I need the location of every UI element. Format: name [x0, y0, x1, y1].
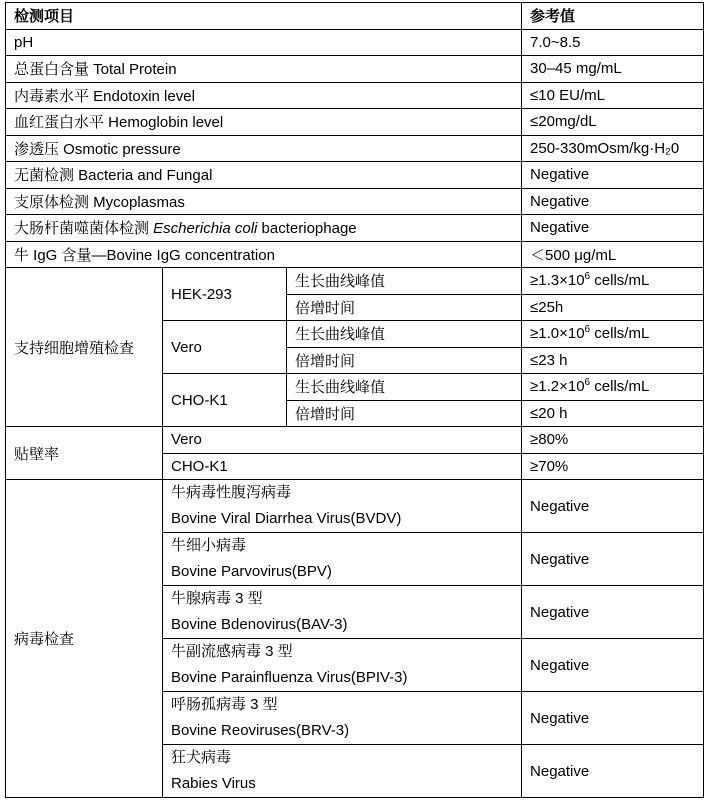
- table-row: [6, 215, 704, 242]
- adherence-cell-line: Vero: [163, 427, 522, 454]
- virus-name-cn: 牛细小病毒: [171, 537, 247, 554]
- adherence-cell-line: CHO-K1: [163, 453, 522, 480]
- doubling-value: ≤25h: [522, 294, 704, 321]
- ecoli-suffix: bacteriophage: [257, 220, 357, 238]
- peak-label: 生长曲线峰值: [287, 321, 522, 348]
- table-header-row: [6, 3, 704, 30]
- doubling-value: ≤23 h: [522, 347, 704, 374]
- row-value: Negative: [522, 162, 704, 189]
- test-specification-table: [5, 2, 704, 798]
- peak-value: $\ge 1.0\times 10^6$ cells/mL: [522, 321, 704, 348]
- table-row: [6, 56, 704, 83]
- row-item: 无菌检测 Bacteria and Fungal: [6, 162, 522, 189]
- virus-name: [163, 480, 522, 533]
- row-value: 250-330mOsm/kg·H₂0: [522, 135, 704, 162]
- virus-name-cn: 牛病毒性腹泻病毒: [171, 484, 292, 501]
- growth-group-label: 支持细胞增殖检查: [6, 268, 163, 427]
- ecoli-italic-name: Escherichia coli: [153, 220, 258, 238]
- doubling-label: 倍增时间: [287, 400, 522, 427]
- adherence-value: ≥80%: [522, 427, 704, 454]
- virus-group-label: 病毒检查: [6, 480, 163, 798]
- virus-value: Negative: [522, 639, 704, 692]
- cell-line-name: HEK-293: [163, 268, 287, 321]
- virus-value: Negative: [522, 533, 704, 586]
- doubling-label: 倍增时间: [287, 347, 522, 374]
- table-row: [6, 162, 704, 189]
- virus-name: [163, 639, 522, 692]
- adherence-group-label: 贴壁率: [6, 427, 163, 480]
- table-row: [6, 135, 704, 162]
- table-row: [6, 241, 704, 268]
- virus-value: Negative: [522, 692, 704, 745]
- cell-line-name: CHO-K1: [163, 374, 287, 427]
- table-row: [6, 109, 704, 136]
- header-test-item: 检测项目: [6, 3, 522, 30]
- row-value: 30–45 mg/mL: [522, 56, 704, 83]
- table-row: [6, 268, 704, 295]
- virus-value: Negative: [522, 586, 704, 639]
- row-value: 7.0~8.5: [522, 29, 704, 56]
- virus-name-en: Bovine Bdenovirus(BAV-3): [171, 616, 348, 633]
- virus-name-cn: 牛副流感病毒 3 型: [171, 643, 293, 660]
- row-value: ≤20mg/dL: [522, 109, 704, 136]
- row-item: 内毒素水平 Endotoxin level: [6, 82, 522, 109]
- table-row: [6, 188, 704, 215]
- doubling-value: ≤20 h: [522, 400, 704, 427]
- virus-name-en: Bovine Viral Diarrhea Virus(BVDV): [171, 510, 402, 527]
- adherence-value: ≥70%: [522, 453, 704, 480]
- row-item: 支原体检测 Mycoplasmas: [6, 188, 522, 215]
- virus-name-cn: 呼肠孤病毒 3 型: [171, 696, 278, 713]
- peak-label: 生长曲线峰值: [287, 374, 522, 401]
- row-value: ≤10 EU/mL: [522, 82, 704, 109]
- virus-value: Negative: [522, 745, 704, 798]
- row-item: 牛 IgG 含量—Bovine IgG concentration: [6, 241, 522, 268]
- peak-value: $\ge 1.2\times 10^6$ cells/mL: [522, 374, 704, 401]
- row-item: 总蛋白含量 Total Protein: [6, 56, 522, 83]
- row-item: 渗透压 Osmotic pressure: [6, 135, 522, 162]
- row-value: Negative: [522, 188, 704, 215]
- virus-name-en: Bovine Reoviruses(BRV-3): [171, 722, 350, 739]
- virus-name-en: Rabies Virus: [171, 775, 256, 792]
- peak-value: $\ge 1.3\times 10^6$ cells/mL: [522, 268, 704, 295]
- peak-label: 生长曲线峰值: [287, 268, 522, 295]
- table-row: [6, 82, 704, 109]
- row-value: Negative: [522, 215, 704, 242]
- ecoli-prefix: 大肠杆菌噬菌体检测: [14, 220, 154, 238]
- virus-name-cn: 牛腺病毒 3 型: [171, 590, 263, 607]
- virus-name-en: Bovine Parainfluenza Virus(BPIV-3): [171, 669, 408, 686]
- virus-name: [163, 692, 522, 745]
- virus-value: Negative: [522, 480, 704, 533]
- header-reference-value: 参考值: [522, 3, 704, 30]
- virus-name: [163, 745, 522, 798]
- cell-line-name: Vero: [163, 321, 287, 374]
- table-row: [6, 427, 704, 454]
- virus-name-en: Bovine Parvovirus(BPV): [171, 563, 332, 580]
- table-row: [6, 29, 704, 56]
- table-row: [6, 480, 704, 533]
- row-item: 血红蛋白水平 Hemoglobin level: [6, 109, 522, 136]
- row-value: ＜500 μg/mL: [522, 241, 704, 268]
- doubling-label: 倍增时间: [287, 294, 522, 321]
- virus-name-cn: 狂犬病毒: [171, 749, 232, 766]
- row-item: [6, 215, 522, 242]
- row-item: pH: [6, 29, 522, 56]
- virus-name: [163, 533, 522, 586]
- virus-name: [163, 586, 522, 639]
